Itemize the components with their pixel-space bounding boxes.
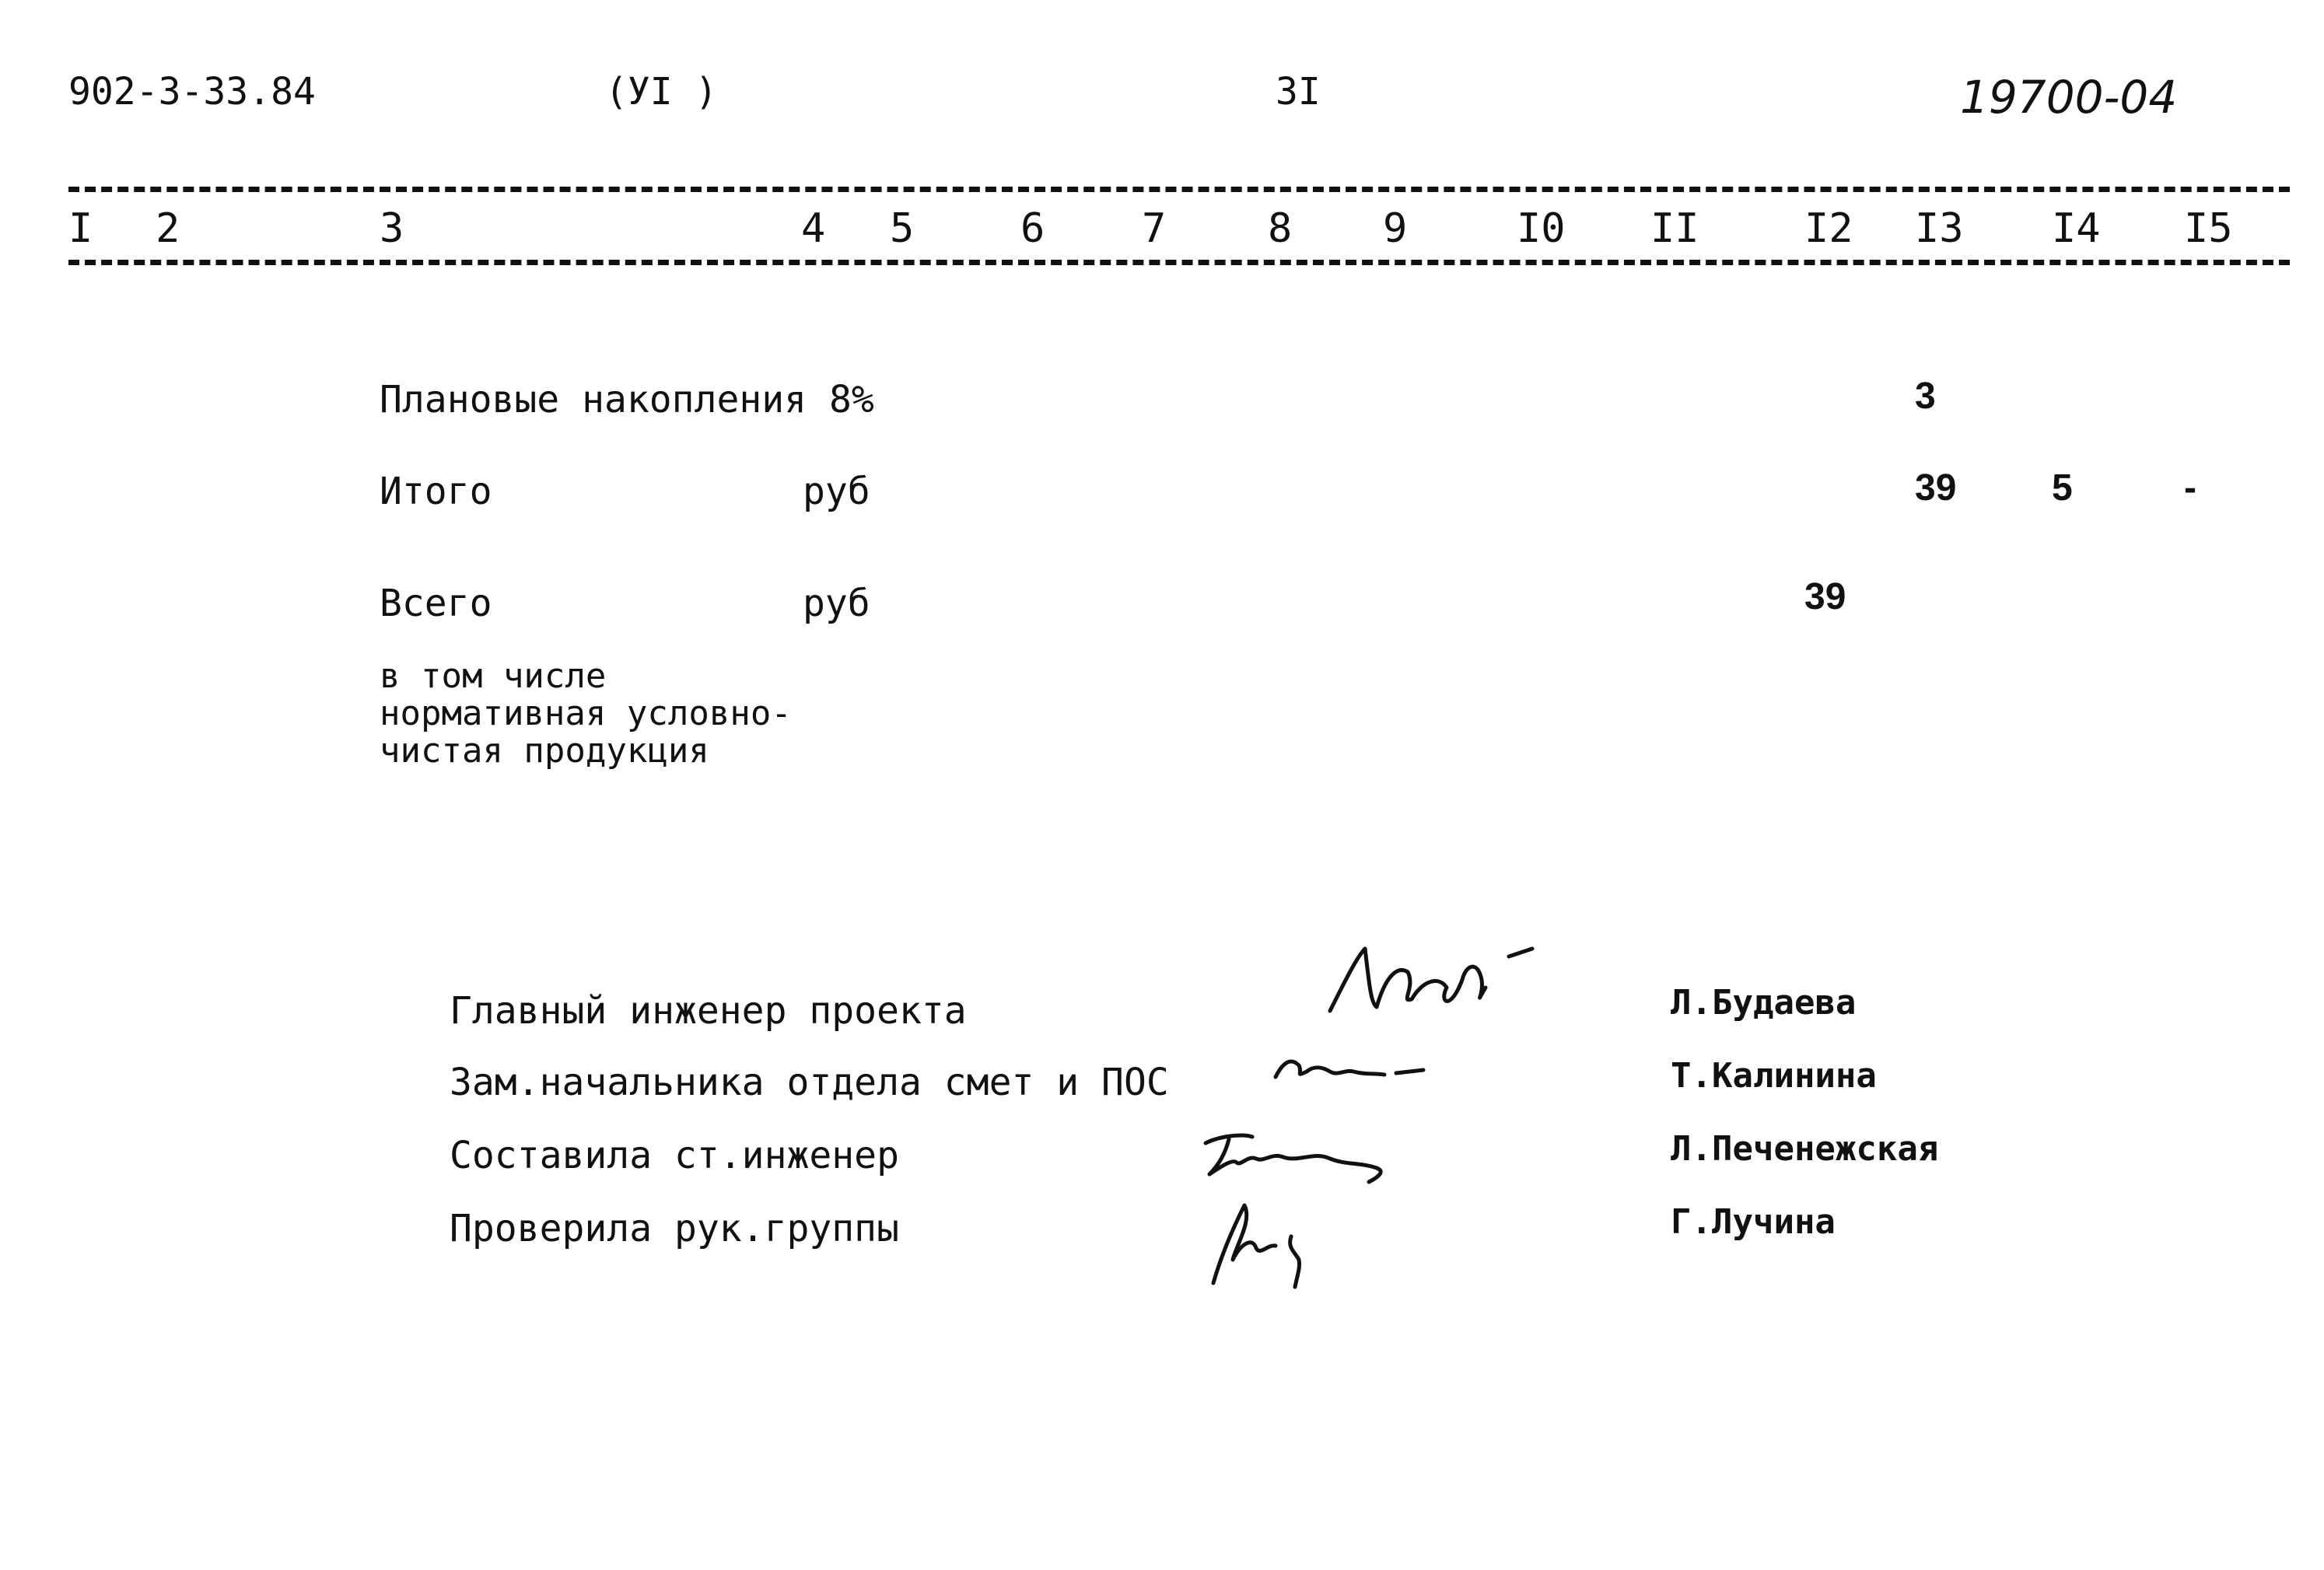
- including-line-2: нормативная условно-: [380, 694, 792, 733]
- signature-scribble-checker: [1190, 1190, 1346, 1299]
- signature-role-compiler: Составила ст.инженер: [450, 1134, 899, 1177]
- planned-savings-col13: 3: [1915, 376, 1936, 417]
- table-top-rule: [68, 187, 2290, 192]
- column-number-2: 2: [156, 205, 180, 252]
- column-number-7: 7: [1142, 205, 1167, 252]
- signature-scribble-compiler: [1190, 1120, 1423, 1190]
- column-number-11: II: [1650, 205, 1699, 252]
- column-number-15: I5: [2184, 205, 2233, 252]
- signature-name-checker: Г.Лучина: [1671, 1202, 1836, 1242]
- itogo-col15: -: [2184, 467, 2196, 509]
- signature-role-checker: Проверила рук.группы: [450, 1207, 899, 1250]
- column-number-12: I2: [1804, 205, 1853, 252]
- column-number-3: 3: [380, 205, 404, 252]
- including-line-3: чистая продукция: [380, 731, 709, 771]
- signature-scribble-chief-engineer: [1322, 933, 1556, 1034]
- signature-scribble-deputy-head: [1268, 1050, 1439, 1089]
- column-number-4: 4: [801, 205, 826, 252]
- planned-savings-label: Плановые накопления 8%: [380, 378, 874, 421]
- column-number-10: I0: [1517, 205, 1566, 252]
- signature-role-deputy-head: Зам.начальника отдела смет и ПОС: [450, 1061, 1169, 1104]
- document-code: 902-3-33.84: [68, 70, 316, 114]
- column-number-1: I: [68, 205, 93, 252]
- column-number-9: 9: [1383, 205, 1408, 252]
- column-number-5: 5: [890, 205, 915, 252]
- signature-name-compiler: Л.Печенежская: [1671, 1129, 1939, 1169]
- signature-role-chief-engineer: Главный инженер проекта: [450, 989, 967, 1033]
- page-number: 3I: [1276, 70, 1321, 114]
- inventory-number: 19700-04: [1960, 71, 2178, 124]
- column-number-13: I3: [1915, 205, 1964, 252]
- column-number-6: 6: [1020, 205, 1045, 252]
- itogo-col13: 39: [1915, 467, 1957, 509]
- vsego-unit: руб: [803, 582, 870, 625]
- vsego-label: Всего: [380, 582, 492, 625]
- column-number-14: I4: [2052, 205, 2101, 252]
- column-number-8: 8: [1268, 205, 1293, 252]
- table-header-rule: [68, 260, 2290, 265]
- vsego-col12: 39: [1804, 576, 1846, 617]
- signature-name-chief-engineer: Л.Будаева: [1671, 983, 1857, 1023]
- itogo-col14: 5: [2052, 467, 2073, 509]
- itogo-unit: руб: [803, 470, 870, 513]
- signature-name-deputy-head: Т.Калинина: [1671, 1056, 1877, 1096]
- including-line-1: в том числе: [380, 656, 607, 696]
- section-number: (УI ): [605, 70, 718, 114]
- itogo-label: Итого: [380, 470, 492, 513]
